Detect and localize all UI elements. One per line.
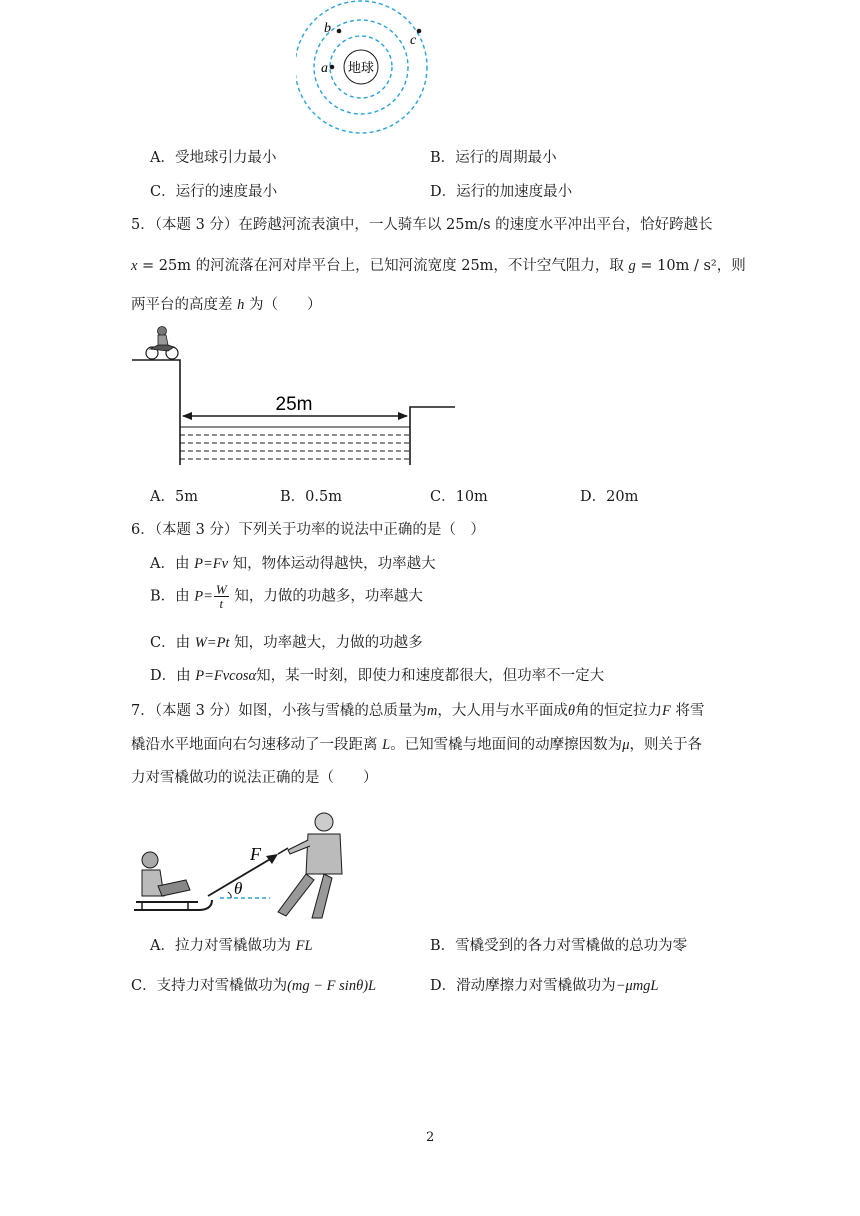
label-c: c — [410, 33, 417, 48]
label-b: b — [324, 21, 331, 36]
q7-a-pre: A．拉力对雪橇做功为 — [150, 938, 296, 954]
q5-stem-line3 — [131, 293, 321, 314]
q4-option-d[interactable]: D．运行的加速度最小 — [430, 184, 573, 200]
q6-b-p: P= — [194, 588, 213, 605]
q7-l2a: 橇沿水平地面向右匀速移动了一段距离 — [131, 737, 383, 753]
fraction-w-over-t — [214, 583, 229, 610]
page-number: 2 — [426, 1130, 435, 1145]
q7-l1a: 7．（本题 3 分）如图，小孩与雪橇的总质量为 — [131, 703, 427, 719]
orbit-diagram — [296, 0, 436, 134]
var-h: h — [237, 297, 245, 313]
earth-label: 地球 — [347, 61, 375, 76]
q5-option-a[interactable]: A．5m — [150, 489, 198, 505]
q7-stem-line3: 力对雪橇做功的说法正确的是（ ） — [131, 770, 378, 786]
left-platform — [132, 360, 180, 465]
q5-option-b[interactable]: B．0.5m — [280, 489, 342, 505]
q7-a-formula: FL — [295, 938, 313, 954]
var-x: x — [131, 258, 138, 274]
q7-stem-line2 — [131, 733, 702, 754]
motorbike-rider-icon — [146, 327, 178, 360]
sled-pull-diagram — [128, 800, 348, 925]
q7-l1c: 角的恒定拉力 — [575, 703, 663, 719]
q7-stem-line1 — [131, 699, 705, 720]
sled-child-icon — [134, 852, 212, 910]
q6-c-pre: C．由 — [150, 635, 195, 651]
var-mu: μ — [622, 737, 630, 753]
satellite-a — [330, 65, 335, 70]
q6-d-post: 知，某一时刻，即使力和速度都很大，但功率不一定大 — [256, 668, 605, 684]
q7-c-formula: (mg − F sinθ)L — [287, 978, 377, 994]
q4-option-b[interactable]: B．运行的周期最小 — [430, 150, 557, 166]
q7-d-pre: D．滑动摩擦力对雪橇做功为 — [430, 978, 616, 994]
fraction-denominator: t — [219, 596, 224, 611]
q6-a-post: 知，物体运动得越快，功率越大 — [228, 556, 436, 572]
q6-a-pre: A．由 — [150, 556, 195, 572]
var-f: F — [662, 703, 671, 719]
q7-l1d: 将雪 — [670, 703, 705, 719]
q7-option-b[interactable]: B．雪橇受到的各力对雪橇做的总功为零 — [430, 938, 688, 954]
river-width-label: 25m — [275, 394, 313, 415]
q7-d-formula: −μmgL — [615, 978, 659, 994]
var-l: L — [382, 737, 391, 753]
q7-option-d[interactable] — [430, 974, 658, 995]
q7-l2b: 。已知雪橇与地面间的动摩擦因数为 — [390, 737, 623, 753]
right-platform — [410, 407, 455, 465]
q7-option-c[interactable] — [131, 974, 376, 995]
satellite-b — [337, 29, 342, 34]
q6-option-d[interactable] — [150, 664, 604, 685]
angle-label: θ — [234, 879, 243, 898]
q5-line2-post: = 10m / s²，则 — [635, 258, 746, 274]
q6-c-formula: W=Pt — [194, 635, 230, 651]
q5-line2-mid: = 25m 的河流落在河对岸平台上，已知河流宽度 25m，不计空气阻力，取 — [137, 258, 629, 274]
q6-option-b[interactable] — [150, 583, 423, 610]
satellite-c — [417, 29, 422, 34]
var-m: m — [426, 703, 438, 719]
q5-line3-post: 为（ ） — [244, 297, 322, 313]
adult-pulling-icon — [278, 813, 342, 918]
q5-stem-line2 — [131, 254, 746, 275]
q7-c-pre: C．支持力对雪橇做功为 — [131, 978, 288, 994]
fraction-numerator: W — [215, 582, 227, 597]
q5-option-c[interactable]: C．10m — [430, 489, 488, 505]
q6-d-pre: D．由 — [150, 668, 196, 684]
var-theta: θ — [567, 703, 576, 719]
q6-a-formula: P=Fv — [194, 556, 229, 572]
q5-option-d[interactable]: D．20m — [580, 489, 639, 505]
q6-b-pre: B．由 — [150, 588, 195, 605]
q5-line3-pre: 两平台的高度差 — [131, 297, 238, 313]
q6-d-formula: P=Fvcosα — [195, 668, 257, 684]
q6-c-post: 知，功率越大，力做的功越多 — [229, 635, 423, 651]
q7-option-a[interactable] — [150, 934, 313, 955]
q4-option-a[interactable]: A．受地球引力最小 — [150, 150, 277, 166]
label-a: a — [321, 61, 328, 76]
q5-stem-line1: 5．（本题 3 分）在跨越河流表演中，一人骑车以 25m/s 的速度水平冲出平台，恰好跨越长 — [131, 217, 713, 233]
q6-option-c[interactable] — [150, 631, 423, 652]
q6-stem: 6．（本题 3 分）下列关于功率的说法中正确的是（ ） — [131, 522, 485, 538]
q7-l2c: ，则关于各 — [629, 737, 702, 753]
river-jump-diagram — [128, 325, 458, 470]
q6-option-a[interactable] — [150, 552, 436, 573]
var-g: g — [628, 258, 636, 274]
q4-option-c[interactable]: C．运行的速度最小 — [150, 184, 278, 200]
force-label: F — [250, 844, 261, 864]
q7-l1b: ，大人用与水平面成 — [437, 703, 568, 719]
q6-b-post: 知，力做的功越多，功率越大 — [229, 588, 423, 605]
